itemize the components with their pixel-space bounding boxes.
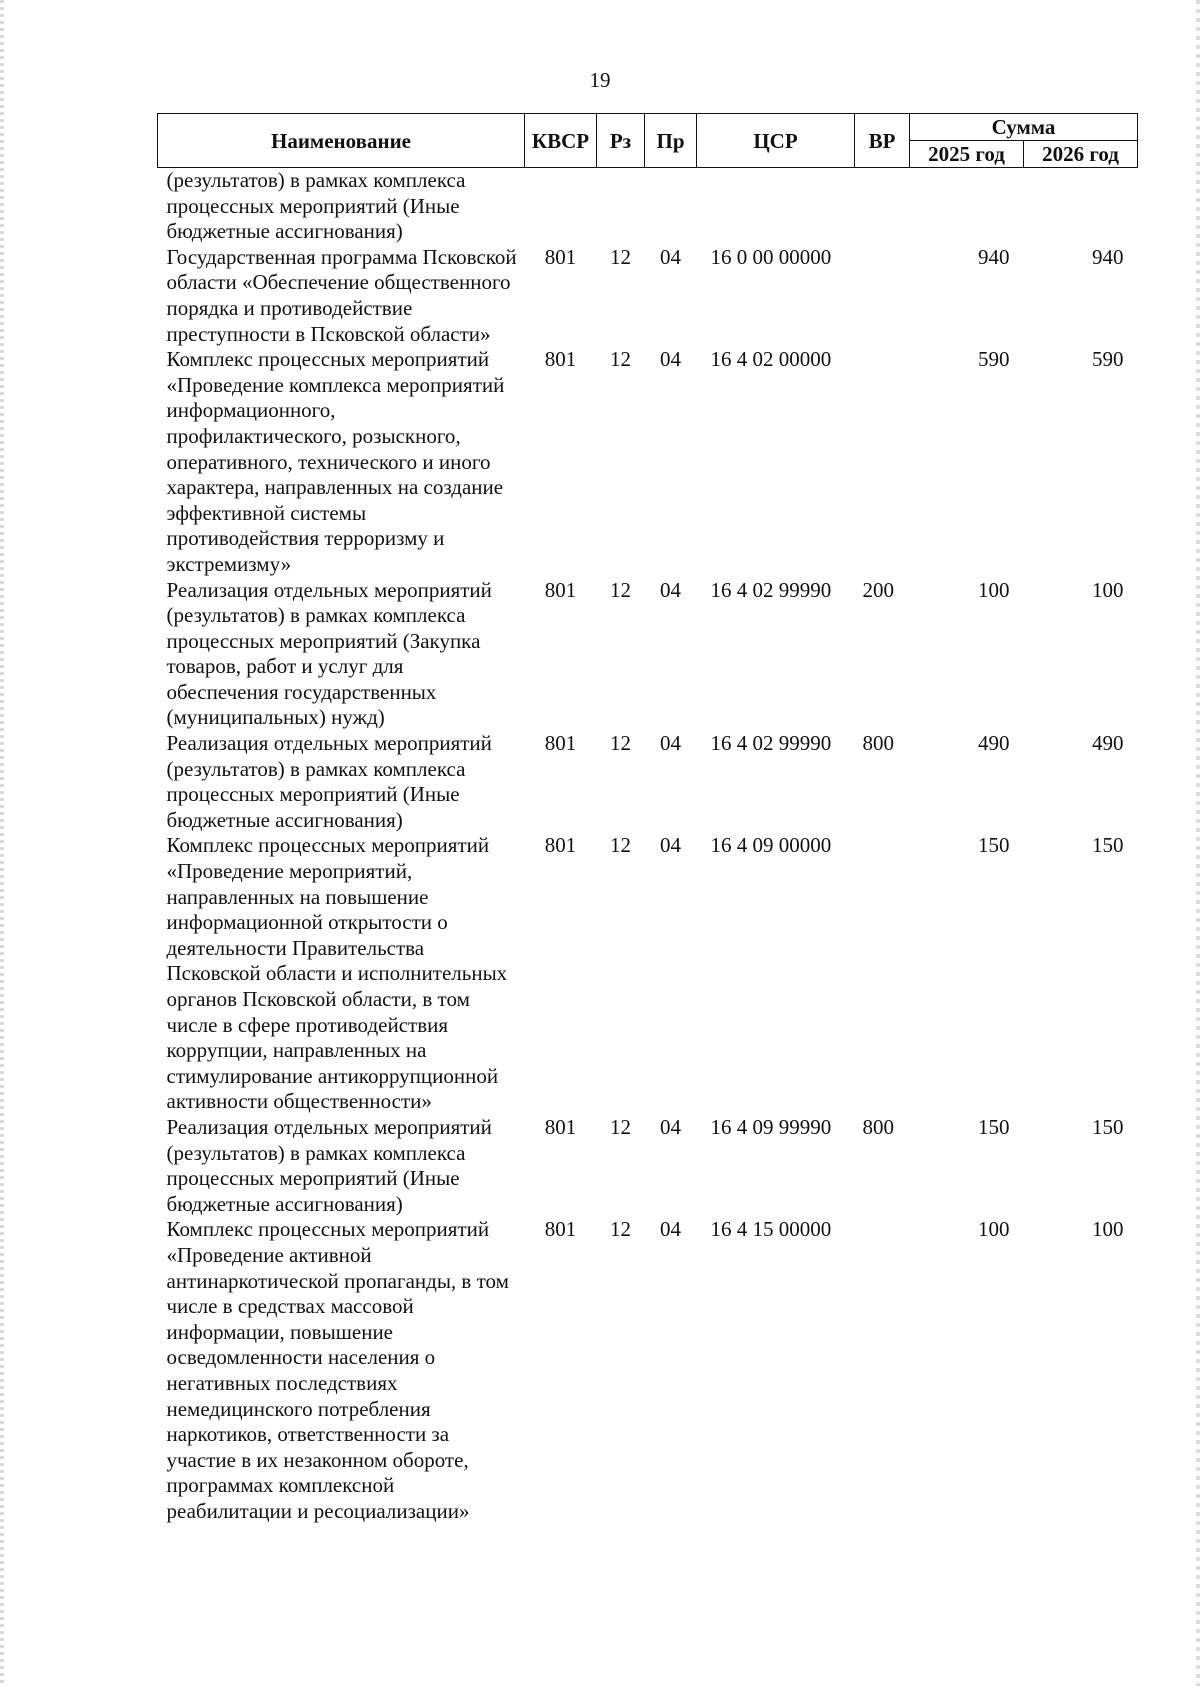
cell-sum-2025: 490 xyxy=(978,731,1010,756)
cell-pr: 04 xyxy=(660,833,681,858)
table-row xyxy=(158,245,1138,347)
cell-sum-2025 xyxy=(910,168,1024,245)
cell-vr: 800 xyxy=(862,1114,894,1139)
page-number: 19 xyxy=(589,68,611,92)
scan-edge-left xyxy=(0,0,4,1686)
cell-pr xyxy=(645,168,697,245)
cell-csr: 16 4 09 99990 xyxy=(710,1114,832,1139)
cell-rz: 12 xyxy=(610,347,631,372)
cell-vr xyxy=(855,347,910,577)
table-row xyxy=(158,347,1138,577)
cell-name: Комплекс процессных мероприятий «Проведение активной антинаркотической пропаганды, в том числе в средствах массовой информации, повышение осведомленности населения о негативных последствиях немедицинского потребления наркотиков, ответственности за участие в их незаконном обороте, программах комплексной реабилитации и ресоциализации» xyxy=(166,1217,509,1523)
cell-rz: 12 xyxy=(610,1217,631,1242)
header-year-2026: 2026 год xyxy=(1024,141,1138,168)
cell-sum-2026: 940 xyxy=(1092,244,1124,269)
cell-csr: 16 4 15 00000 xyxy=(710,1217,832,1242)
table-body xyxy=(158,168,1138,1525)
cell-vr xyxy=(855,245,910,347)
header-year-2025: 2025 год xyxy=(910,141,1024,168)
header-csr: ЦСР xyxy=(697,114,855,168)
cell-pr: 04 xyxy=(660,577,681,602)
cell-kvsr: 801 xyxy=(544,731,577,756)
cell-name: Реализация отдельных мероприятий (результатов) в рамках комплекса процессных мероприятий (Закупка товаров, работ и услуг для обеспечения государственных (муниципальных) нужд) xyxy=(166,577,492,730)
cell-sum-2025: 150 xyxy=(978,1114,1010,1139)
cell-sum-2026: 100 xyxy=(1092,1217,1124,1242)
cell-sum-2025: 150 xyxy=(978,833,1010,858)
cell-rz: 12 xyxy=(610,731,631,756)
cell-name: Реализация отдельных мероприятий (результатов) в рамках комплекса процессных мероприятий (Иные бюджетные ассигнования) xyxy=(166,731,492,832)
cell-kvsr: 801 xyxy=(544,833,577,858)
cell-csr xyxy=(697,168,855,245)
table-row xyxy=(158,168,1138,245)
cell-pr: 04 xyxy=(660,244,681,269)
cell-rz xyxy=(597,168,645,245)
header-kvsr: КВСР xyxy=(525,114,597,168)
cell-name: Реализация отдельных мероприятий (результатов) в рамках комплекса процессных мероприятий (Иные бюджетные ассигнования) xyxy=(166,1114,492,1216)
table-row xyxy=(158,833,1138,1115)
cell-sum-2025: 590 xyxy=(978,347,1010,372)
table-row xyxy=(158,1217,1138,1524)
cell-sum-2026: 150 xyxy=(1092,833,1124,858)
cell-name: (результатов) в рамках комплекса процессных мероприятий (Иные бюджетные ассигнования) xyxy=(166,168,466,244)
header-sum: Сумма xyxy=(910,114,1138,141)
cell-kvsr: 801 xyxy=(544,1217,577,1242)
cell-pr: 04 xyxy=(660,1217,681,1242)
cell-vr xyxy=(855,1217,910,1524)
cell-name: Государственная программа Псковской области «Обеспечение общественного порядка и противодействие преступности в Псковской области» xyxy=(166,244,517,346)
cell-sum-2025: 940 xyxy=(978,244,1010,269)
cell-pr: 04 xyxy=(660,731,681,756)
cell-pr: 04 xyxy=(660,1114,681,1139)
cell-sum-2026: 590 xyxy=(1092,347,1124,372)
cell-kvsr: 801 xyxy=(544,1114,577,1139)
cell-sum-2026: 490 xyxy=(1092,731,1124,756)
cell-csr: 16 4 02 99990 xyxy=(710,731,832,756)
cell-name: Комплекс процессных мероприятий «Проведение комплекса мероприятий информационного, профилактического, розыскного, оперативного, технического и иного характера, направленных на создание эффективной системы противодействия терроризму и экстремизму» xyxy=(166,347,505,576)
cell-vr: 800 xyxy=(862,731,894,756)
header-pr: Пр xyxy=(645,114,697,168)
cell-csr: 16 4 09 00000 xyxy=(710,833,832,858)
cell-rz: 12 xyxy=(610,577,631,602)
cell-sum-2026 xyxy=(1024,168,1138,245)
cell-csr: 16 4 02 00000 xyxy=(710,347,832,372)
cell-vr xyxy=(855,833,910,1115)
cell-rz: 12 xyxy=(610,244,631,269)
cell-kvsr: 801 xyxy=(544,577,577,602)
cell-kvsr: 801 xyxy=(544,347,577,372)
header-vr: ВР xyxy=(855,114,910,168)
cell-sum-2025: 100 xyxy=(978,577,1010,602)
cell-csr: 16 0 00 00000 xyxy=(710,244,832,269)
table-row xyxy=(158,1115,1138,1217)
cell-sum-2026: 150 xyxy=(1092,1114,1124,1139)
table-row xyxy=(158,578,1138,732)
table-row xyxy=(158,731,1138,833)
cell-rz: 12 xyxy=(610,1114,631,1139)
cell-sum-2025: 100 xyxy=(978,1217,1010,1242)
header-rz: Рз xyxy=(597,114,645,168)
cell-vr xyxy=(855,168,910,245)
header-name: Наименование xyxy=(158,114,525,168)
cell-rz: 12 xyxy=(610,833,631,858)
cell-name: Комплекс процессных мероприятий «Проведение мероприятий, направленных на повышение информационной открытости о деятельности Правительства Псковской области и исполнительных органов Псковской области, в том числе в сфере противодействия коррупции, направленных на стимулирование антикоррупционной активности общественности» xyxy=(166,833,508,1114)
table-header xyxy=(158,114,1138,168)
cell-pr: 04 xyxy=(660,347,681,372)
cell-csr: 16 4 02 99990 xyxy=(710,577,832,602)
cell-vr: 200 xyxy=(862,577,894,602)
scan-edge-right xyxy=(1196,0,1200,1686)
cell-kvsr xyxy=(525,168,597,245)
budget-table xyxy=(157,113,1138,1524)
cell-kvsr: 801 xyxy=(544,244,577,269)
cell-sum-2026: 100 xyxy=(1092,577,1124,602)
